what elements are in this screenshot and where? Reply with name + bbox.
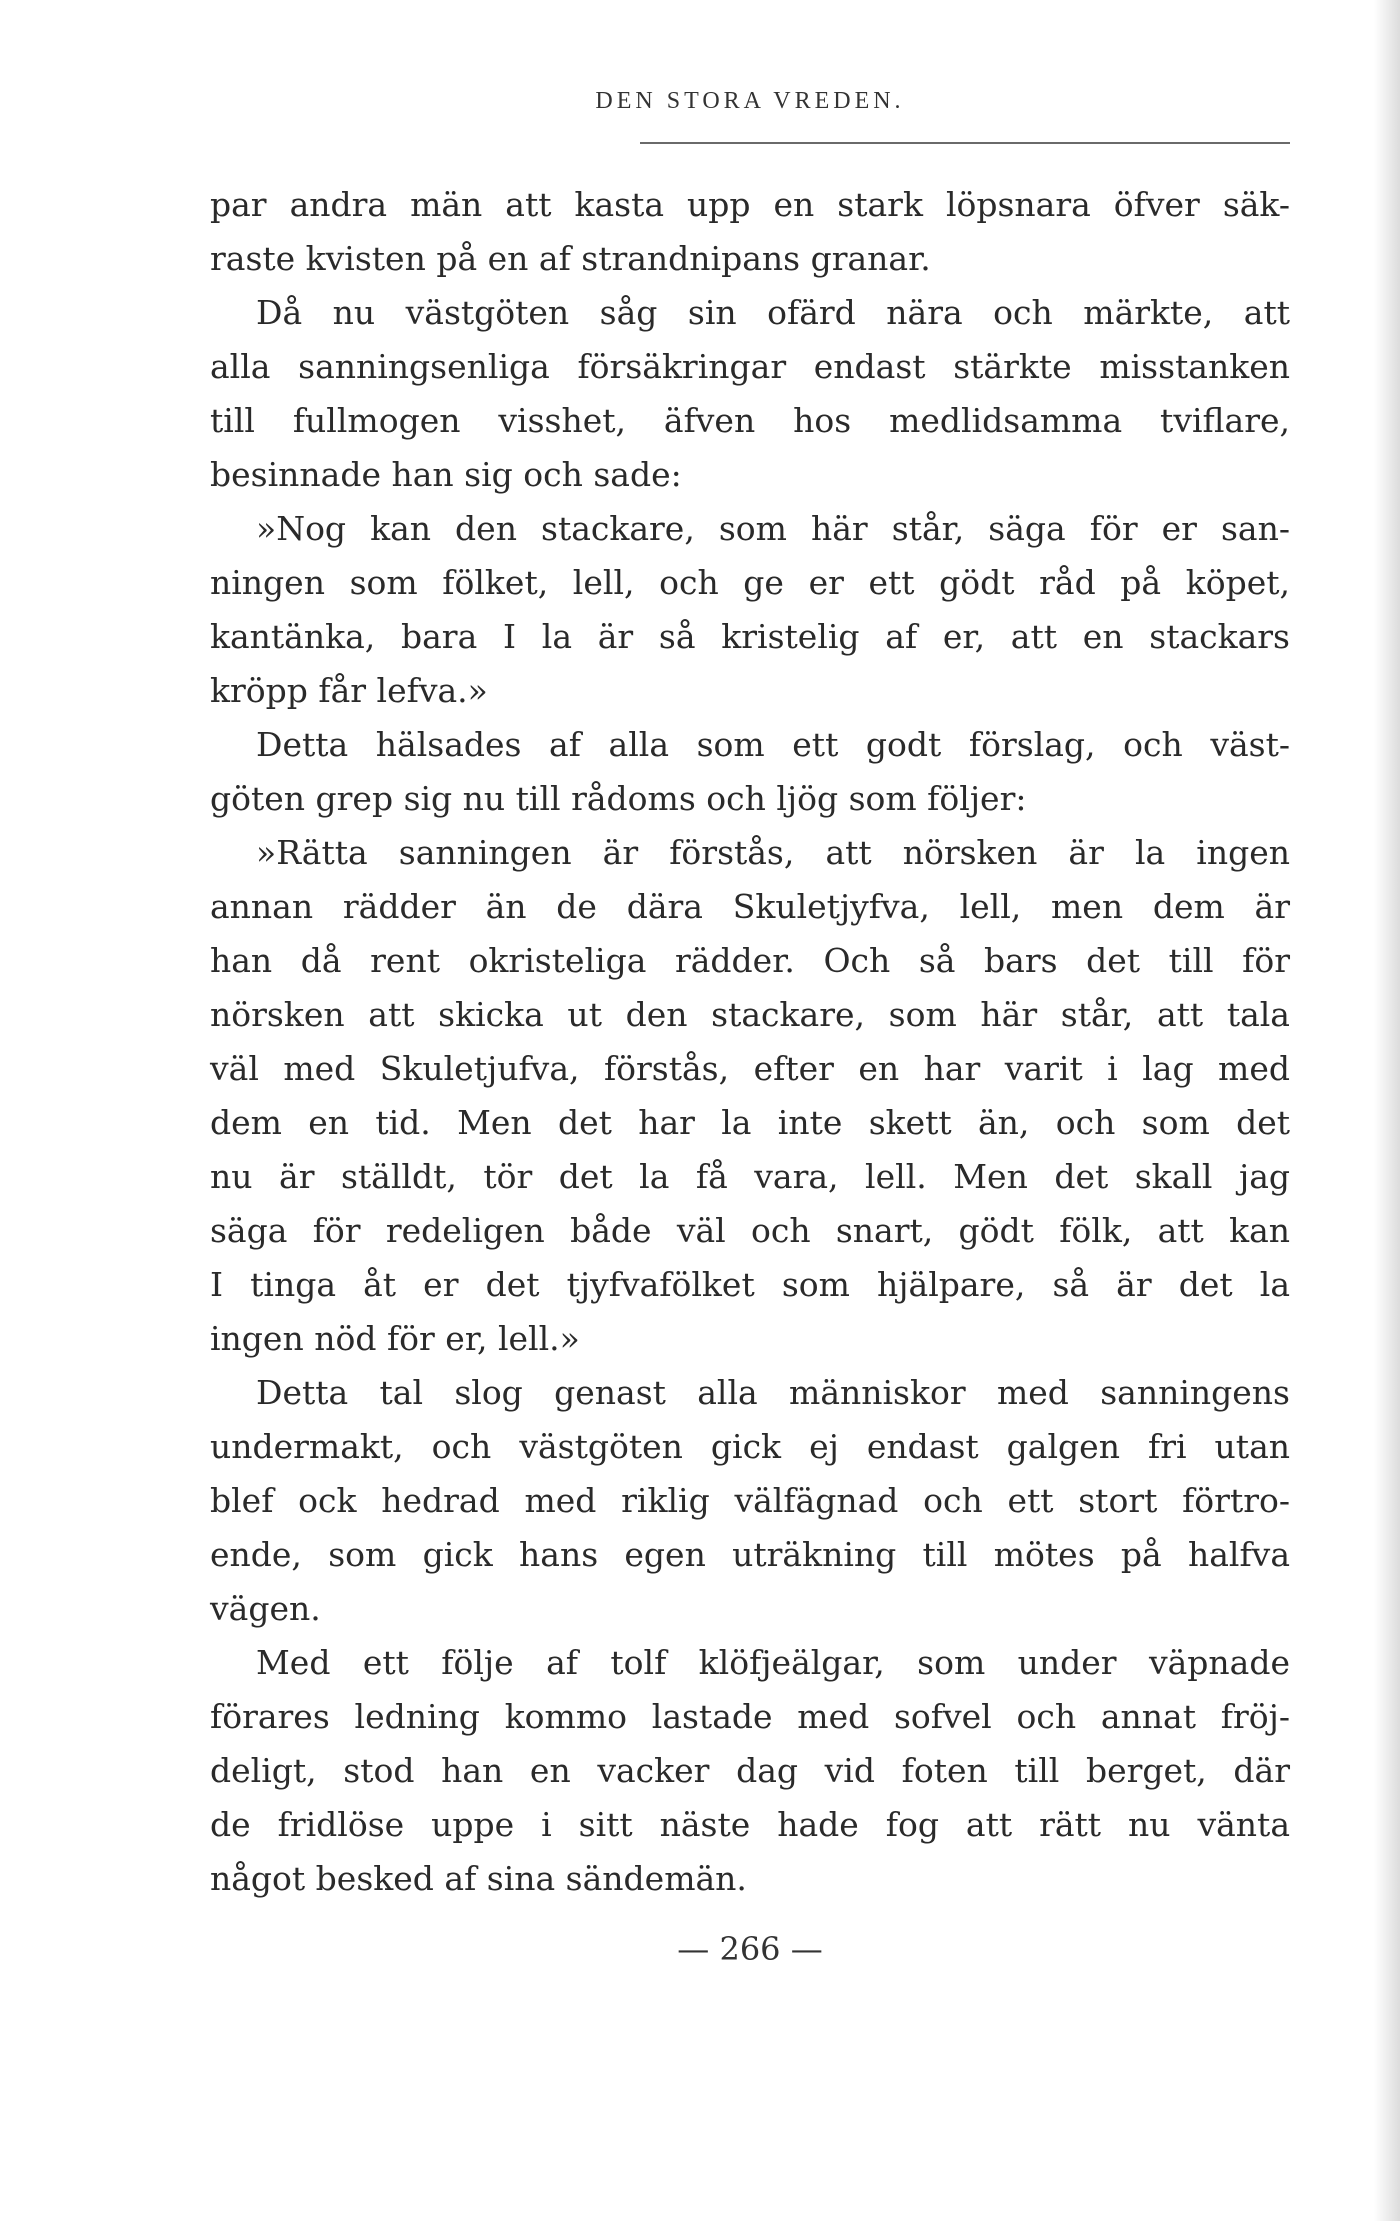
text-line: ende, som gick hans egen uträkning till mötes på halfva [210,1535,1290,1574]
text-line: ningen som fölket, lell, och ge er ett gödt råd på köpet, [210,563,1290,602]
text-line: undermakt, och västgöten gick ej endast galgen fri utan [210,1427,1290,1466]
text-line: annan rädder än de dära Skuletjyfva, lell, men dem är [210,887,1290,926]
text-line: I tinga åt er det tjyfvafölket som hjälpare, så är det la [210,1265,1290,1304]
text-line: till fullmogen visshet, äfven hos medlidsamma tviflare, [210,401,1290,440]
text-line: Detta tal slog genast alla människor med sanningens [256,1373,1290,1412]
page-number: — 266 — [677,1930,823,1968]
text-line: blef ock hedrad med riklig välfägnad och ett stort förtro- [210,1481,1290,1520]
text-line: par andra män att kasta upp en stark löpsnara öfver säk- [210,185,1290,224]
text-line: »Nog kan den stackare, som här står, säga för er san- [256,509,1290,548]
text-line: »Rätta sanningen är förstås, att nörsken är la ingen [256,833,1290,872]
text-line: ingen nöd för er, lell.» [210,1319,580,1358]
text-line: säga för redeligen både väl och snart, gödt fölk, att kan [210,1211,1290,1250]
text-line: göten grep sig nu till rådoms och ljög som följer: [210,779,1027,818]
text-line: de fridlöse uppe i sitt näste hade fog att rätt nu vänta [210,1805,1290,1844]
text-line: nörsken att skicka ut den stackare, som här står, att tala [210,995,1290,1034]
text-line: väl med Skuletjufva, förstås, efter en har varit i lag med [210,1049,1290,1088]
text-line: dem en tid. Men det har la inte skett än, och som det [210,1103,1290,1142]
text-line: kröpp får lefva.» [210,671,488,710]
text-line: Detta hälsades af alla som ett godt förslag, och väst- [256,725,1290,764]
text-line: deligt, stod han en vacker dag vid foten till berget, där [210,1751,1290,1790]
text-line: något besked af sina sändemän. [210,1859,747,1898]
text-line: förares ledning kommo lastade med sofvel och annat fröj- [210,1697,1290,1736]
running-head: DEN STORA VREDEN. [595,88,905,114]
body-text [210,178,1290,1906]
text-line: vägen. [210,1589,321,1628]
text-line: alla sanningsenliga försäkringar endast stärkte misstanken [210,347,1290,386]
text-line: han då rent okristeliga rädder. Och så bars det till för [210,941,1290,980]
text-line: besinnade han sig och sade: [210,455,682,494]
text-line: nu är ställdt, tör det la få vara, lell. Men det skall jag [210,1157,1290,1196]
text-line: Med ett följe af tolf klöfjeälgar, som under väpnade [256,1643,1290,1682]
text-line: raste kvisten på en af strandnipans granar. [210,239,931,278]
text-line: Då nu västgöten såg sin ofärd nära och märkte, att [256,293,1290,332]
header-rule [640,142,1290,144]
text-line: kantänka, bara I la är så kristelig af er, att en stackars [210,617,1290,656]
page-edge-shadow [1374,0,1400,2221]
